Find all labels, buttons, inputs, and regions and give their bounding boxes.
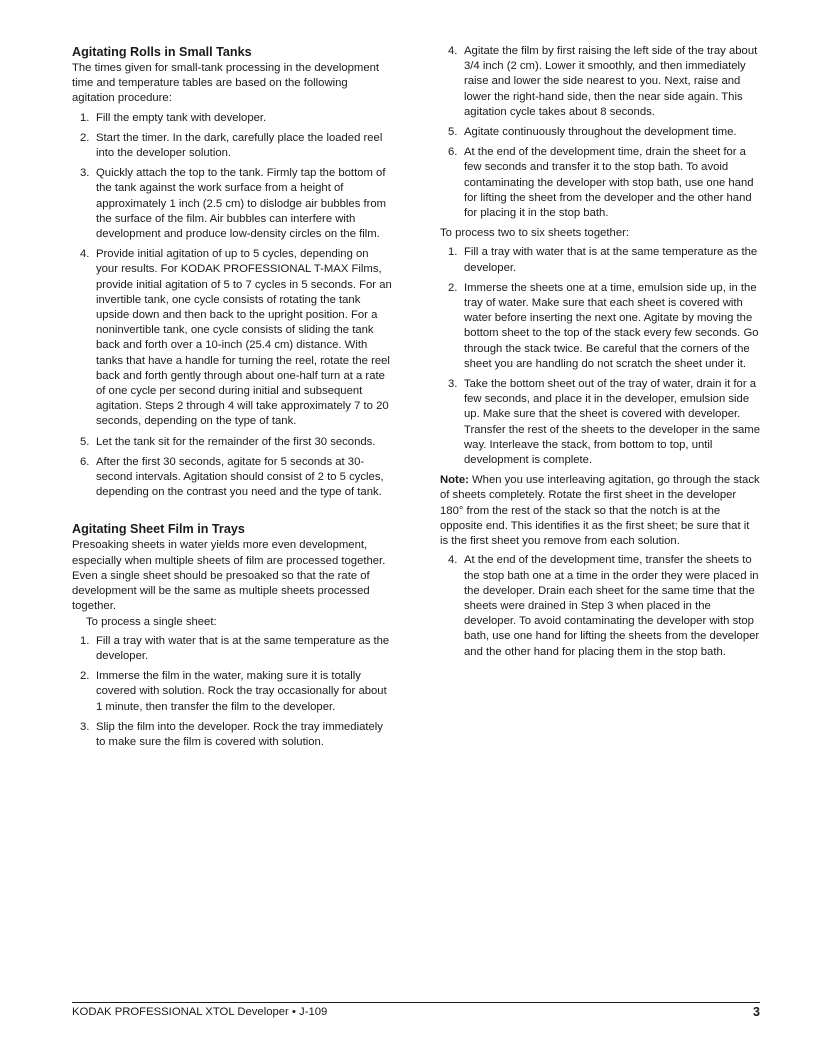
list-text: Immerse the sheets one at a time, emulsion side up, in the tray of water. Make sure that each sheet is covered with water before inserting the next one. Agitate by moving the bottom sheet to the top of the stack every few seconds. Go through the stack twice. Be careful that the corners of the sheet you are handling do not scratch the sheet under it. [464, 281, 759, 370]
list-item [440, 245, 760, 275]
list-item [72, 131, 392, 161]
steps-multi-sheet-continued [440, 553, 760, 659]
list-number: 3. [448, 378, 458, 391]
list-number: 2. [80, 670, 90, 683]
steps-single-sheet [72, 634, 392, 750]
list-text: Agitate the film by first raising the left side of the tray about 3/4 inch (2 cm). Lower it smoothly, and then immediately raise and lower the side nearest to you. Next, raise and lower the right-hand side, then the near side again. This agitation cycle takes about 8 seconds. [464, 45, 758, 118]
list-item [440, 553, 760, 659]
list-number: 2. [80, 131, 90, 144]
list-item [72, 634, 392, 664]
list-number: 6. [448, 146, 458, 159]
list-number: 5. [80, 435, 90, 448]
note-label: Note: [440, 474, 469, 487]
list-text: Start the timer. In the dark, carefully place the loaded reel into the developer solution. [96, 131, 383, 160]
list-number: 1. [448, 246, 458, 259]
section-intro-small-tanks: The times given for small-tank processing in the development time and temperature tables are based on the following agitation procedure: [72, 62, 380, 105]
section-title-trays: Agitating Sheet Film in Trays [72, 522, 245, 537]
list-item [440, 145, 760, 221]
list-item [72, 247, 392, 429]
list-number: 5. [448, 126, 458, 139]
list-text: At the end of the development time, drain the sheet for a few seconds and transfer it to the stop bath. To avoid contaminating the developer with stop bath, use one hand for lifting the sheet from the developer and the other hand for placing it in the stop bath. [464, 146, 754, 220]
list-item [72, 720, 392, 750]
list-text: Immerse the film in the water, making sure it is totally covered with solution. Rock the tray occasionally for about 1 minute, then transfer the film to the developer. [96, 670, 387, 713]
footer-rule [72, 1002, 760, 1003]
section-intro-trays: Presoaking sheets in water yields more even development, especially when multiple sheets of film are processed together. Even a single sheet should be presoaked so that the rate of development will be the same as multiple sheets processed together. [72, 539, 386, 613]
list-item [440, 125, 760, 140]
list-item [72, 435, 392, 450]
list-number: 1. [80, 111, 90, 124]
list-number: 4. [448, 554, 458, 567]
list-text: Let the tank sit for the remainder of the first 30 seconds. [96, 435, 376, 448]
list-number: 6. [80, 455, 90, 468]
list-item [72, 455, 392, 501]
list-number: 3. [80, 167, 90, 180]
list-text: Take the bottom sheet out of the tray of water, drain it for a few seconds, and place it in the developer, emulsion side up. Make sure that the sheet is covered with developer. Transfer the rest of the sheets to the developer in the same way. Interleave the stack, from bottom to top, until development is complete. [464, 378, 760, 467]
steps-multi-sheet [440, 245, 760, 468]
list-number: 2. [448, 281, 458, 294]
list-text: Provide initial agitation of up to 5 cycles, depending on your results. For KODAK PROFESSIONAL T-MAX Films, provide initial agitation of 5 to 7 cycles in 5 seconds. For an invertible tank, one cycle consists of rotating the tank upside down and then back to the upright position. For a noninvertible tank, one cycle consists of sliding the tank back and forth over a 10-inch (25.4 cm) distance. With tanks that have a handle for turning the reel, rotate the reel back and forth gently through about one-half turn at a rate of one cycle per second during initial and subsequent agitation. Steps 2 through 4 will take approximately 7 to 20 seconds, depending on the type of tank. [96, 248, 392, 428]
list-text: Fill a tray with water that is at the same temperature as the developer. [464, 246, 758, 274]
right-column [440, 44, 760, 665]
section-title-small-tanks: Agitating Rolls in Small Tanks [72, 45, 252, 59]
footer-title: KODAK PROFESSIONAL XTOL Developer • J-109 [72, 1006, 328, 1018]
list-text: Quickly attach the top to the tank. Firmly tap the bottom of the tank against the work surface from a height of approximately 1 inch (2.5 cm) to dislodge air bubbles from the surface of the film. Air bubbles can interfere with development and produce low-density circles on the film. [96, 167, 387, 241]
list-text: After the first 30 seconds, agitate for 5 seconds at 30-second intervals. Agitation should consist of 2 to 5 cycles, depending on the contrast you need and the type of tank. [96, 455, 384, 499]
list-text: Fill the empty tank with developer. [96, 111, 267, 124]
page-number: 3 [753, 1005, 760, 1019]
list-number: 4. [80, 248, 90, 261]
list-item [440, 281, 760, 372]
list-text: Agitate continuously throughout the development time. [464, 126, 737, 139]
list-item [440, 377, 760, 468]
left-column [72, 44, 392, 755]
list-text: At the end of the development time, transfer the sheets to the stop bath one at a time in the order they were placed in the developer. Drain each sheet for the same time that the sheets were drained in Step 3 when placed in the developer. To avoid contaminating the developer with stop bath, use one hand for lifting the sheets from the developer and the other hand for placing them in the stop bath. [464, 554, 760, 658]
list-item [72, 166, 392, 242]
multi-sheet-lead: To process two to six sheets together: [440, 227, 630, 240]
steps-single-sheet-continued [440, 44, 760, 221]
list-item [72, 669, 392, 715]
list-number: 4. [448, 45, 458, 57]
note-text: When you use interleaving agitation, go through the stack of sheets completely. Rotate the first sheet in the developer 180° from the rest of the stack so that the notch is at the opposite end. This identifies it as the first sheet; be sure that it is the first sheet you remove from each solution. [440, 474, 760, 548]
note-paragraph [440, 473, 760, 549]
list-text: Fill a tray with water that is at the same temperature as the developer. [96, 634, 390, 662]
list-number: 1. [80, 634, 90, 647]
single-sheet-lead: To process a single sheet: [86, 615, 217, 628]
steps-small-tanks [72, 111, 392, 501]
list-number: 3. [80, 720, 90, 733]
list-item [72, 111, 392, 126]
list-item [440, 44, 760, 120]
list-text: Slip the film into the developer. Rock the tray immediately to make sure the film is covered with solution. [96, 720, 383, 748]
